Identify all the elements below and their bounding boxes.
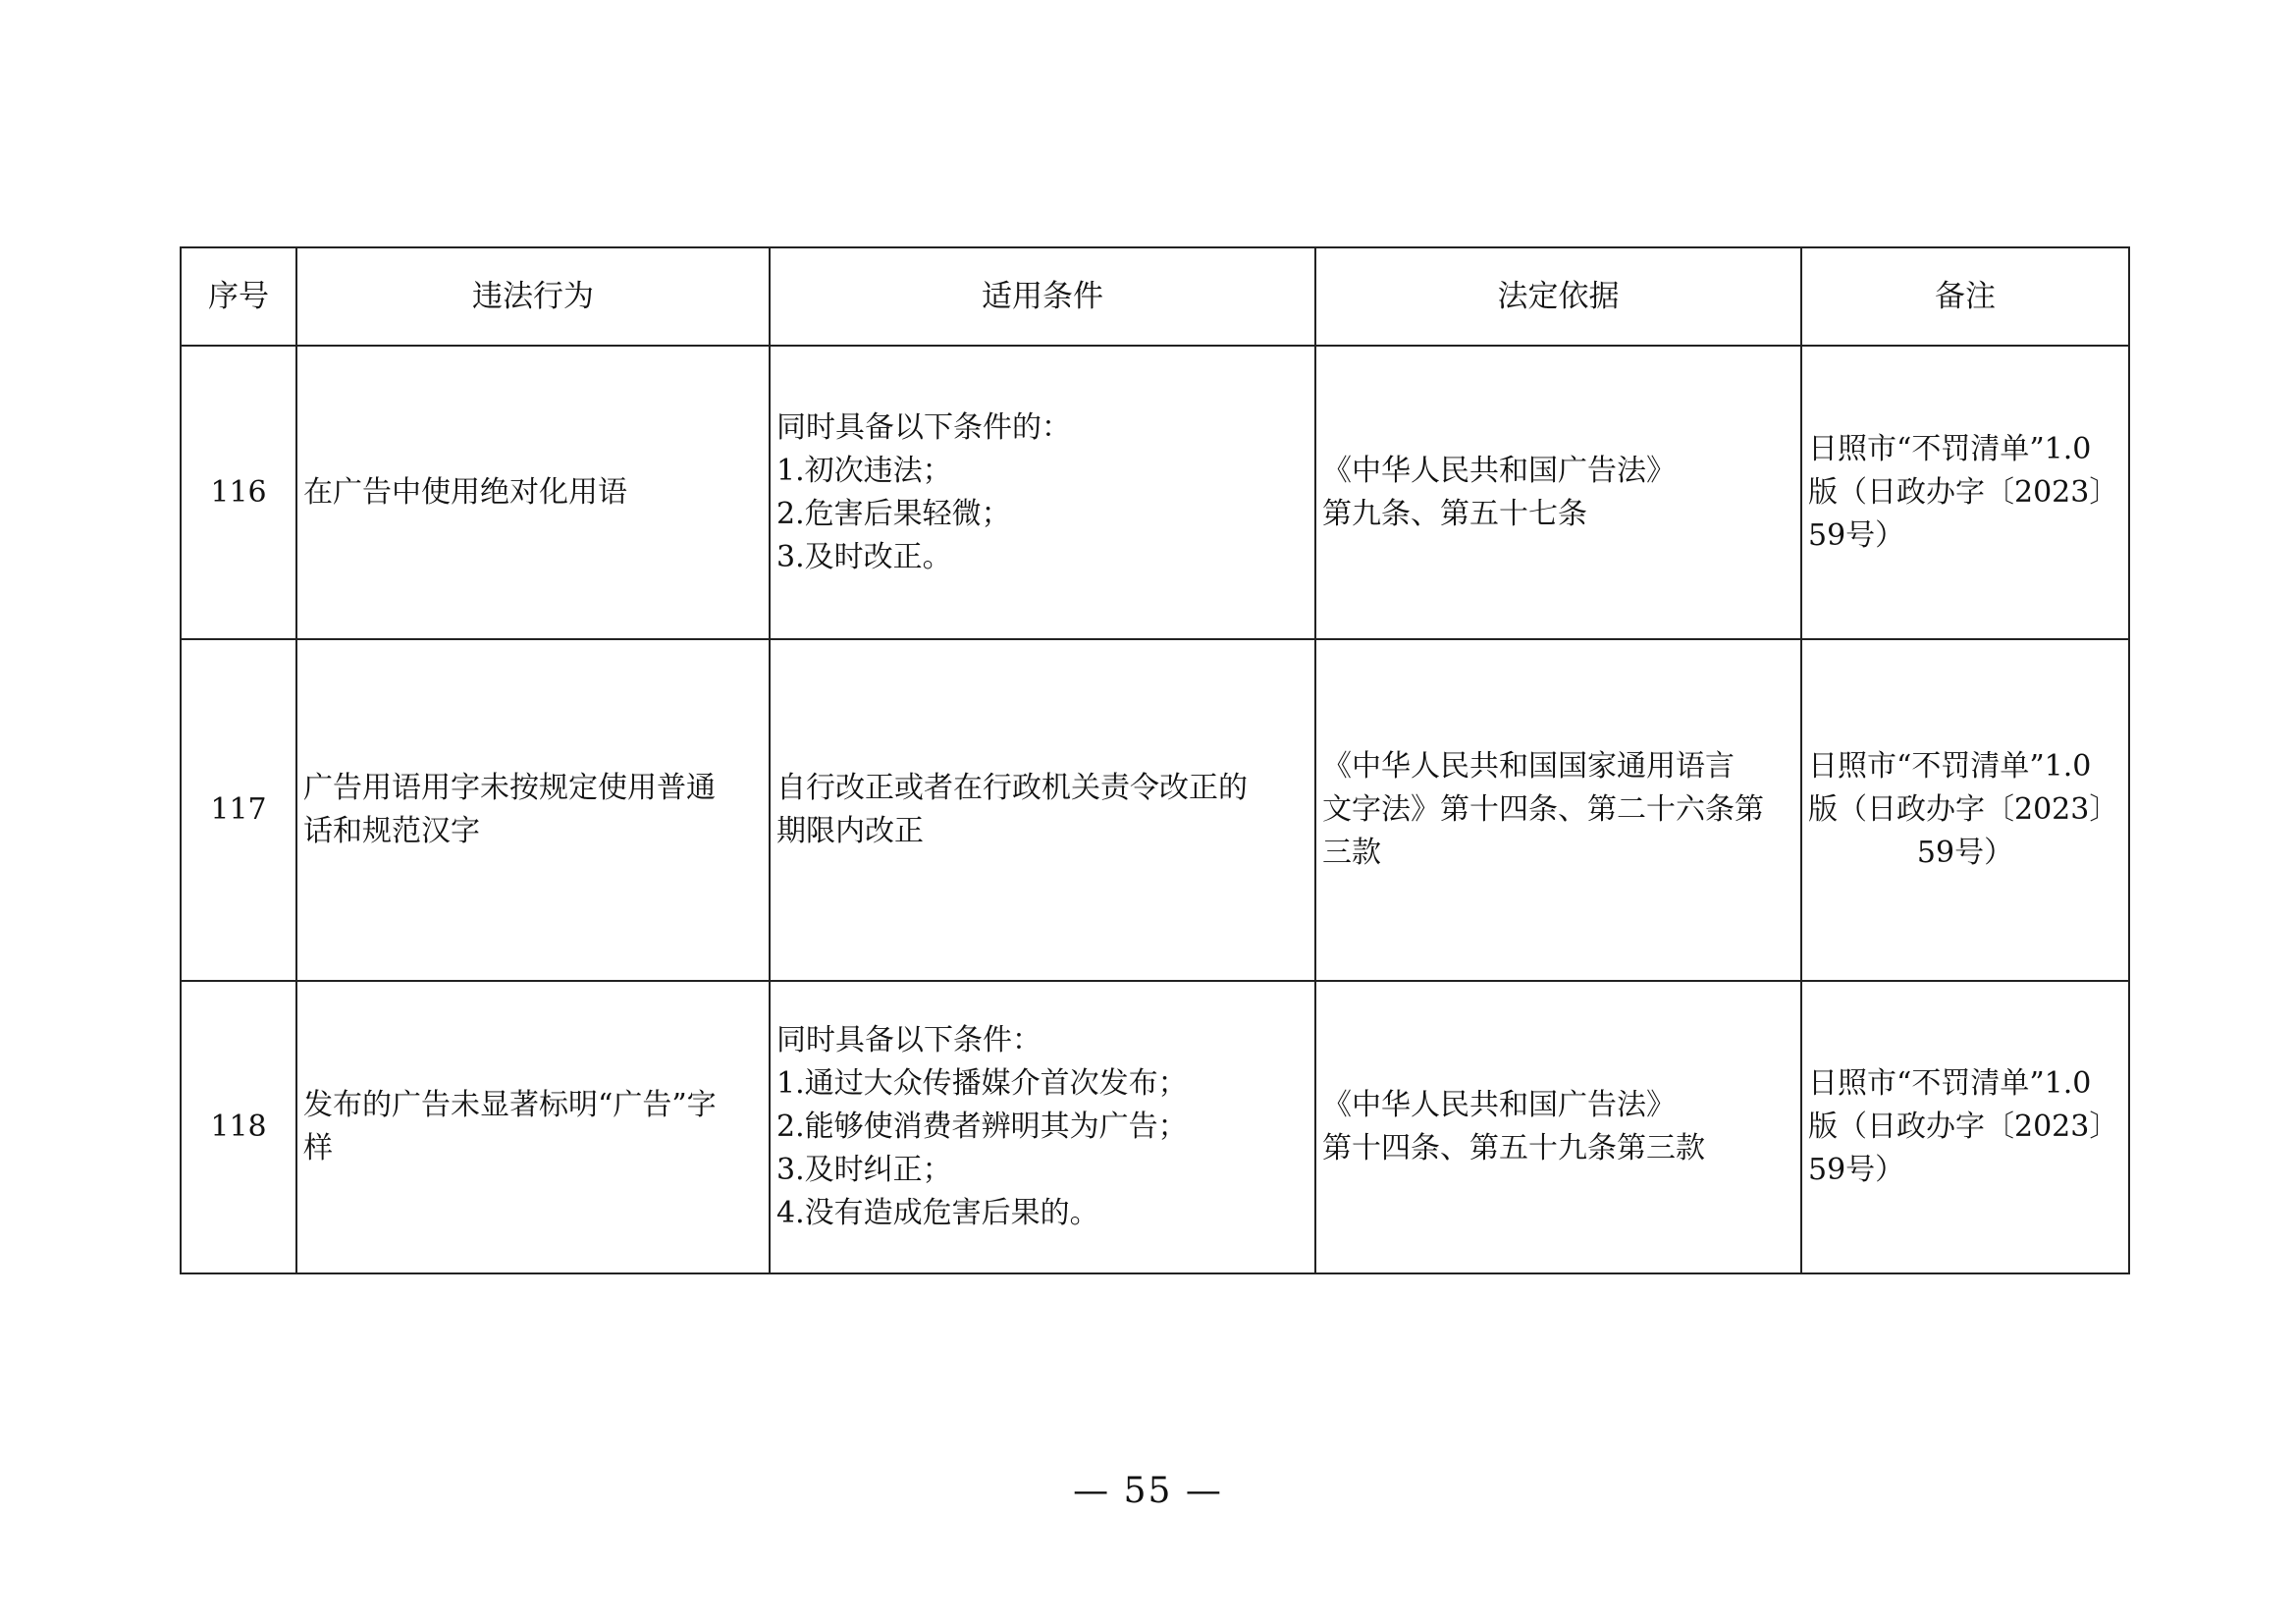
basis-line: 《中华人民共和国国家通用语言 <box>1322 749 1735 784</box>
table-row <box>181 346 2129 639</box>
remark-line: 版（日政办字〔2023〕 <box>1808 792 2119 827</box>
remark-line: 版（日政办字〔2023〕 <box>1808 474 2119 510</box>
condition-line: 1.通过大众传播媒介首次发布； <box>776 1066 1188 1101</box>
basis-line: 第九条、第五十七条 <box>1322 496 1587 531</box>
violation-line: 发布的广告未显著标明“广告”字 <box>303 1088 717 1122</box>
row-conditions <box>770 346 1315 639</box>
row-seq: 118 <box>181 981 296 1273</box>
header-conditions: 适用条件 <box>770 247 1315 346</box>
basis-line: 文字法》第十四条、第二十六条第 <box>1322 792 1764 827</box>
row-legal-basis <box>1315 981 1801 1273</box>
violation-line: 样 <box>303 1131 333 1165</box>
table-header-row <box>181 247 2129 346</box>
page-number: — 55 — <box>1073 1471 1223 1511</box>
row-remarks <box>1801 981 2129 1273</box>
row-conditions <box>770 981 1315 1273</box>
violation-line: 广告用语用字未按规定使用普通 <box>303 771 716 805</box>
row-violation <box>296 639 770 981</box>
remark-line: 59号） <box>1808 1153 1905 1187</box>
condition-line: 1.初次违法； <box>776 453 952 488</box>
violation-line: 在广告中使用绝对化用语 <box>303 474 627 510</box>
violation-line: 话和规范汉字 <box>303 814 480 848</box>
condition-line: 4.没有造成危害后果的。 <box>776 1196 1099 1230</box>
header-violation: 违法行为 <box>296 247 770 346</box>
row-seq: 117 <box>181 639 296 981</box>
condition-line: 3.及时纠正； <box>776 1153 952 1187</box>
row-remarks <box>1801 346 2129 639</box>
condition-line: 2.危害后果轻微； <box>776 496 1011 531</box>
condition-line: 2.能够使消费者辨明其为广告； <box>776 1110 1188 1144</box>
remark-line: 日照市“不罚清单”1.0 <box>1808 1066 2092 1101</box>
remark-line: 59号） <box>1808 517 1905 553</box>
condition-line: 期限内改正 <box>776 814 924 848</box>
row-violation <box>296 346 770 639</box>
header-legal-basis: 法定依据 <box>1315 247 1801 346</box>
row-legal-basis <box>1315 346 1801 639</box>
basis-line: 《中华人民共和国广告法》 <box>1322 1088 1676 1122</box>
remark-line: 59号） <box>1916 836 2014 870</box>
row-remarks <box>1801 639 2129 981</box>
table-row <box>181 981 2129 1273</box>
row-violation <box>296 981 770 1273</box>
remark-line: 日照市“不罚清单”1.0 <box>1808 749 2092 784</box>
table-row <box>181 639 2129 981</box>
condition-line: 同时具备以下条件的： <box>776 409 1071 445</box>
row-seq: 116 <box>181 346 296 639</box>
remark-line: 日照市“不罚清单”1.0 <box>1808 431 2092 466</box>
header-remarks: 备注 <box>1801 247 2129 346</box>
row-conditions <box>770 639 1315 981</box>
basis-line: 第十四条、第五十九条第三款 <box>1322 1131 1705 1165</box>
condition-line: 3.及时改正。 <box>776 539 952 574</box>
remark-line: 版（日政办字〔2023〕 <box>1808 1110 2119 1144</box>
header-seq: 序号 <box>181 247 296 346</box>
basis-line: 三款 <box>1322 836 1381 870</box>
basis-line: 《中华人民共和国广告法》 <box>1322 453 1676 488</box>
condition-line: 同时具备以下条件： <box>776 1023 1041 1057</box>
row-legal-basis <box>1315 639 1801 981</box>
condition-line: 自行改正或者在行政机关责令改正的 <box>776 771 1248 805</box>
penalty-exemption-table <box>180 246 2130 1274</box>
